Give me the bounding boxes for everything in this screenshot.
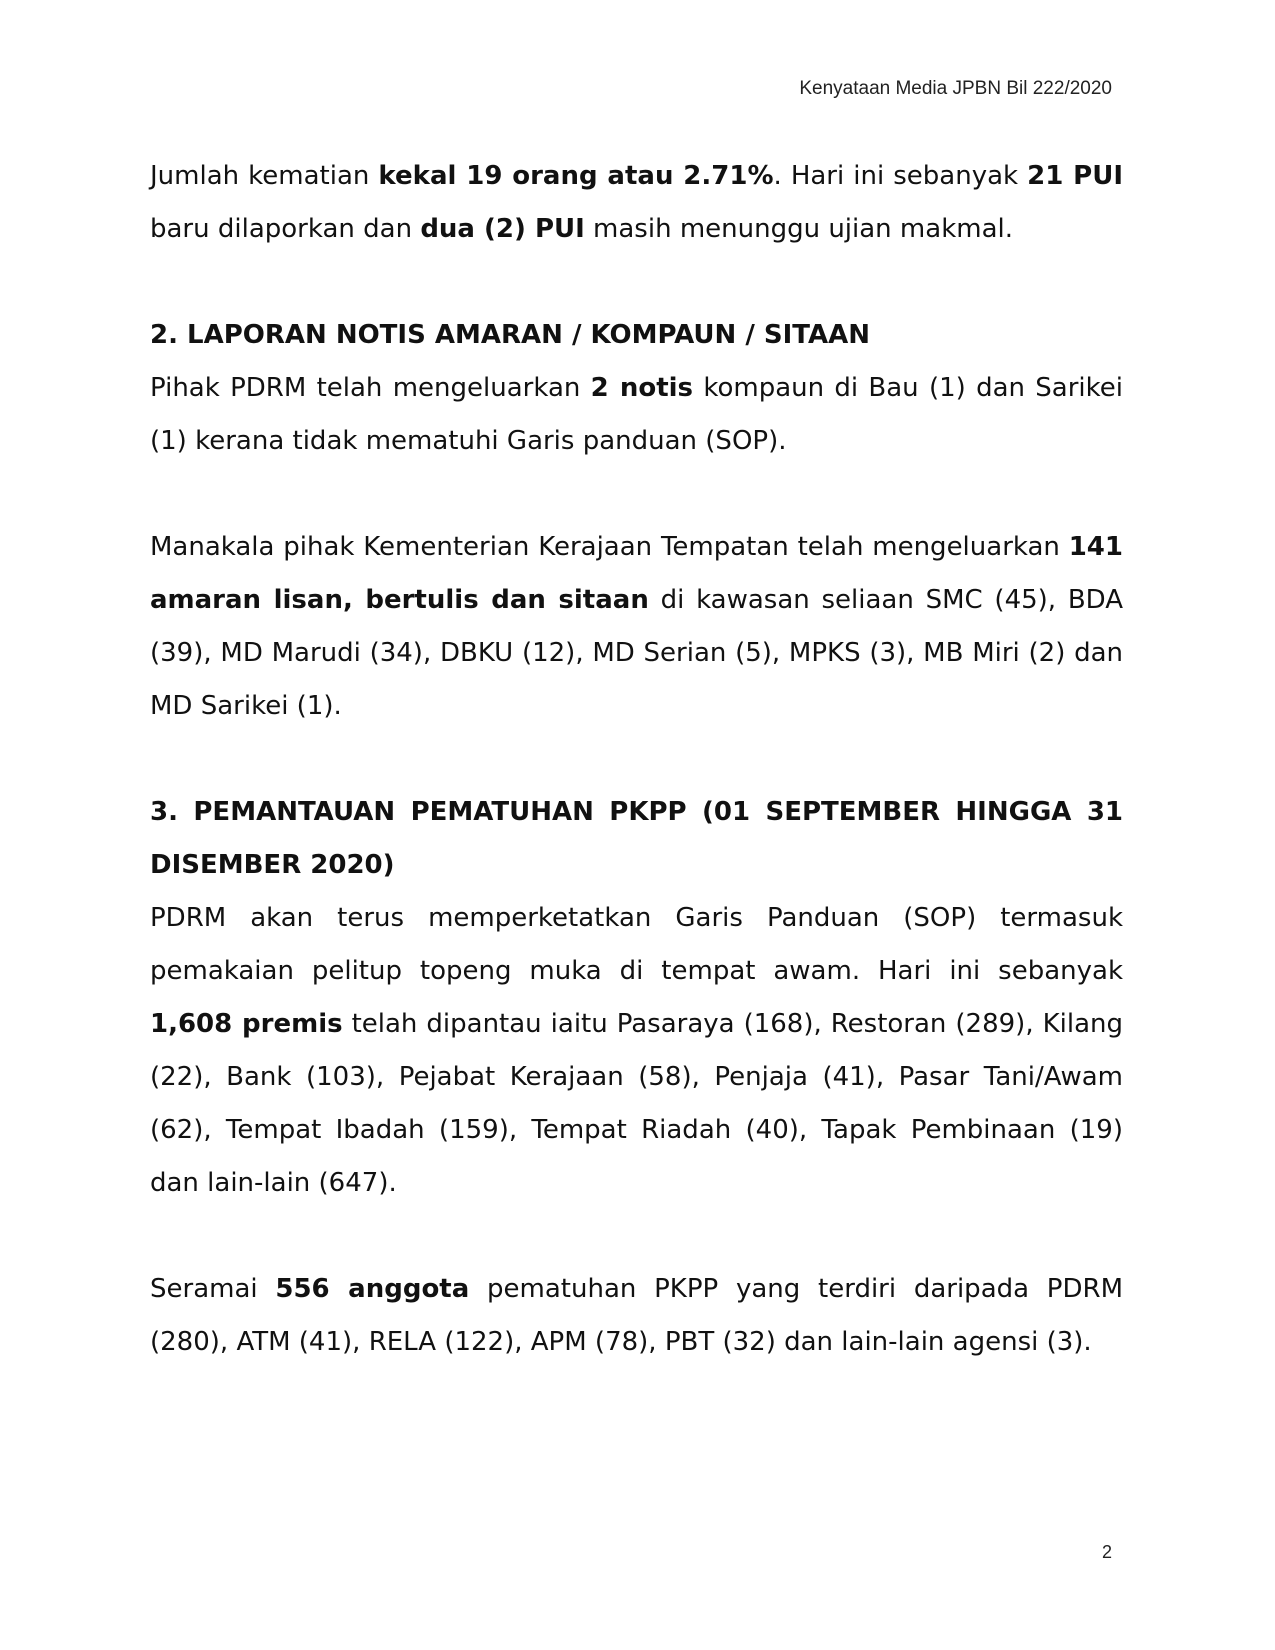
section-3-heading: 3. PEMANTAUAN PEMATUHAN PKPP (01 SEPTEMBER HINGGA 31 DISEMBER 2020) — [150, 797, 1123, 880]
paragraph-compliance-members — [150, 1263, 1123, 1369]
bold-run: kekal 19 orang atau 2.71% — [378, 161, 774, 191]
text-run: masih menunggu ujian makmal. — [584, 214, 1013, 244]
text-run: telah dipantau iaitu Pasaraya (168), Restoran (289), Kilang (22), Bank (103), Pejabat Kerajaan (58), Penjaja (41), Pasar Tani/Awam (62), Tempat Ibadah (159), Tempat Riadah (40), Tapak Pembinaan (19) dan lain-lain (647). — [150, 1009, 1123, 1198]
bold-run: 141 amaran lisan, bertulis dan sitaan — [150, 532, 1123, 615]
document-body — [150, 150, 1123, 1369]
spacer — [150, 733, 1123, 786]
paragraph-kkt-warnings — [150, 521, 1123, 733]
spacer — [150, 256, 1123, 309]
spacer — [150, 468, 1123, 521]
bold-run: 1,608 premis — [150, 1009, 343, 1039]
bold-run: 556 anggota — [275, 1274, 470, 1304]
text-run: Manakala pihak Kementerian Kerajaan Tempatan telah mengeluarkan — [150, 532, 1069, 562]
spacer — [150, 1210, 1123, 1263]
text-run: Jumlah kematian — [150, 161, 379, 191]
paragraph-premises-monitored — [150, 892, 1123, 1210]
page-number: 2 — [1101, 1542, 1112, 1562]
paragraph-pdrm-notices — [150, 362, 1123, 468]
bold-run: 2 notis — [590, 373, 694, 403]
bold-run: 21 PUI — [1027, 161, 1123, 191]
text-run: Pihak PDRM telah mengeluarkan — [150, 373, 591, 403]
section-2-heading: 2. LAPORAN NOTIS AMARAN / KOMPAUN / SITAAN — [150, 320, 871, 350]
text-run: kompaun di Bau (1) dan Sarikei (1) kerana tidak mematuhi Garis panduan (SOP). — [150, 373, 1123, 456]
paragraph-death-toll — [150, 150, 1123, 256]
text-run: pematuhan PKPP yang terdiri daripada PDRM (280), ATM (41), RELA (122), APM (78), PBT (32) dan lain-lain agensi (3). — [150, 1274, 1124, 1357]
text-run: Seramai — [150, 1274, 276, 1304]
text-run: baru dilaporkan dan — [150, 214, 421, 244]
text-run: PDRM akan terus memperketatkan Garis Panduan (SOP) termasuk pemakaian pelitup topeng muka di tempat awam. Hari ini sebanyak — [150, 903, 1123, 986]
text-run: di kawasan seliaan SMC (45), BDA (39), MD Marudi (34), DBKU (12), MD Serian (5), MPKS (3), MB Miri (2) dan MD Sarikei (1). — [150, 585, 1124, 721]
document-reference: Kenyataan Media JPBN Bil 222/2020 — [799, 78, 1112, 99]
text-run: . Hari ini sebanyak — [773, 161, 1028, 191]
bold-run: dua (2) PUI — [420, 214, 585, 244]
